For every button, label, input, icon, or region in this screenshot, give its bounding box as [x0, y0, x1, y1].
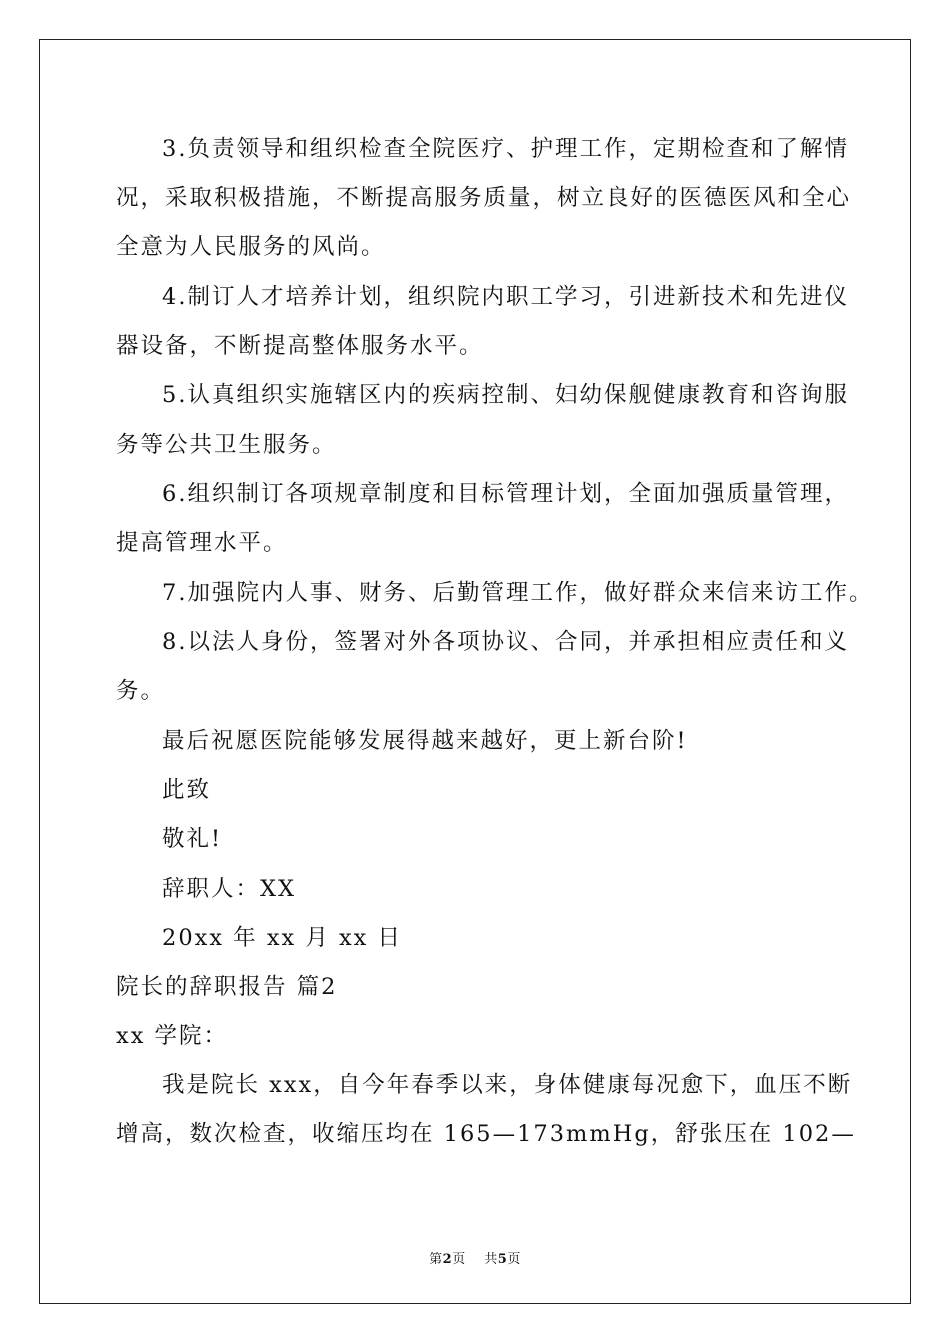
footer-page-prefix: 第	[429, 1252, 443, 1267]
paragraph-line: 器设备，不断提高整体服务水平。	[116, 333, 484, 359]
letter-recipient: xx 学院：	[116, 1023, 229, 1049]
paragraph-line: 我是院长 xxx，自今年春季以来，身体健康每况愈下，血压不断	[162, 1072, 853, 1098]
footer-total-pages: 5	[497, 1252, 508, 1267]
paragraph-line: 3.负责领导和组织检查全院医疗、护理工作，定期检查和了解情	[162, 136, 849, 162]
paragraph-line: 增高，数次检查，收缩压均在 165—173mmHg，舒张压在 102—	[116, 1121, 856, 1147]
closing-wish: 最后祝愿医院能够发展得越来越好，更上新台阶!	[162, 728, 688, 754]
paragraph-line: 提高管理水平。	[116, 530, 288, 556]
signature-line: 辞职人：XX	[162, 876, 297, 902]
footer-page-suffix: 页	[452, 1252, 466, 1267]
paragraph-line: 务。	[116, 678, 166, 704]
footer-total-suffix: 页	[507, 1252, 521, 1267]
paragraph-line: 7.加强院内人事、财务、后勤管理工作，做好群众来信来访工作。	[162, 580, 874, 606]
paragraph-line: 全意为人民服务的风尚。	[116, 234, 386, 260]
footer-page-number: 2	[442, 1252, 453, 1267]
paragraph-line: 6.组织制订各项规章制度和目标管理计划，全面加强质量管理，	[162, 481, 849, 507]
page-border	[39, 39, 911, 1304]
paragraph-line: 况，采取积极措施，不断提高服务质量，树立良好的医德医风和全心	[116, 185, 852, 211]
paragraph-line: 务等公共卫生服务。	[116, 432, 337, 458]
date-line: 20xx 年 xx 月 xx 日	[162, 925, 403, 951]
page-footer	[0, 1248, 950, 1267]
section-title: 院长的辞职报告 篇2	[116, 974, 338, 1000]
salutation-cizhi: 此致	[162, 777, 212, 803]
salutation-jingli: 敬礼!	[162, 826, 223, 852]
paragraph-line: 4.制订人才培养计划，组织院内职工学习，引进新技术和先进仪	[162, 284, 849, 310]
footer-total-prefix: 共	[484, 1252, 498, 1267]
paragraph-line: 8.以法人身份，签署对外各项协议、合同，并承担相应责任和义	[162, 629, 849, 655]
paragraph-line: 5.认真组织实施辖区内的疾病控制、妇幼保舰健康教育和咨询服	[162, 382, 849, 408]
